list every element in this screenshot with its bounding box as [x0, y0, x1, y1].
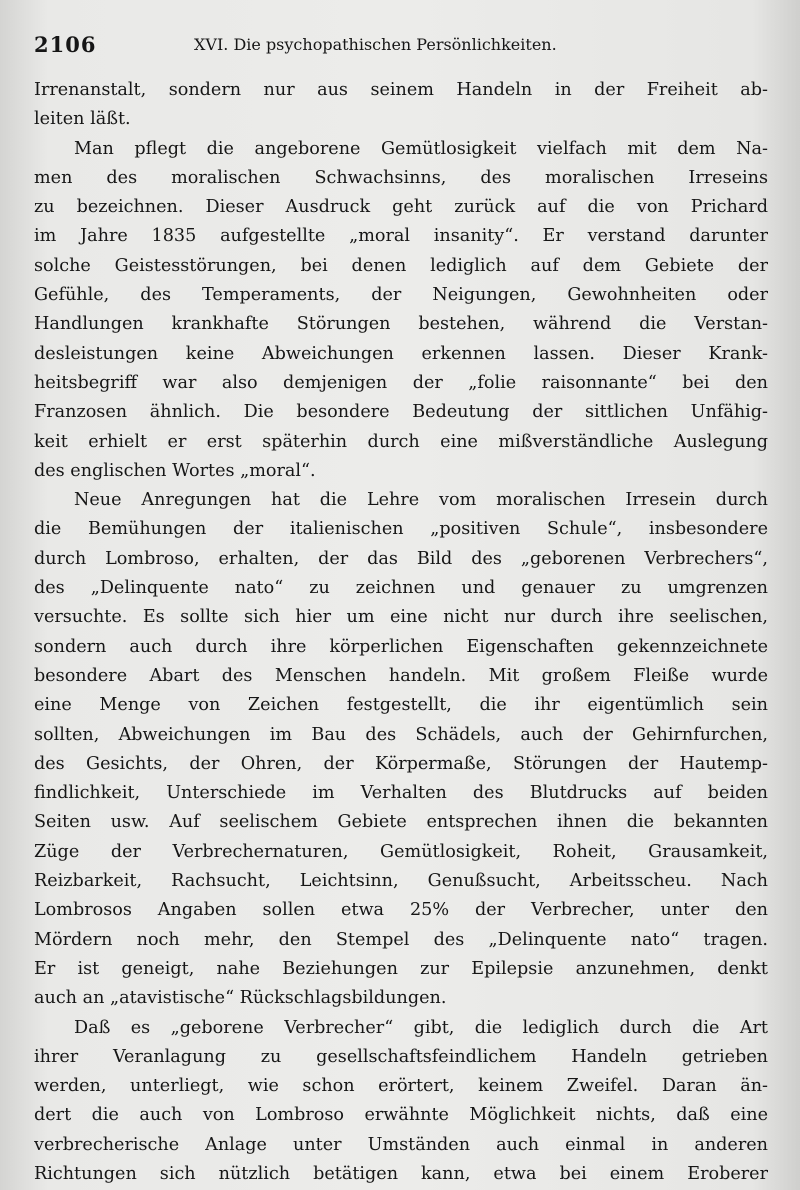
text-line: zu bezeichnen. Dieser Ausdruck geht zurück auf die von Prichard: [34, 197, 768, 218]
text-line: des „Delinquente nato“ zu zeichnen und genauer zu umgrenzen: [34, 578, 768, 599]
text-line: Züge der Verbrechernaturen, Gemütlosigkeit, Roheit, Grausamkeit,: [34, 841, 768, 862]
page-header: [34, 32, 766, 62]
text-line: findlichkeit, Unterschiede im Verhalten des Blutdrucks auf beiden: [34, 783, 768, 804]
text-line: Reizbarkeit, Rachsucht, Leichtsinn, Genußsucht, Arbeitsscheu. Nach: [34, 871, 768, 892]
text-line: men des moralischen Schwachsinns, des moralischen Irreseins: [34, 167, 768, 188]
text-line: des Gesichts, der Ohren, der Körpermaße, Störungen der Hautemp-: [34, 753, 768, 774]
text-line: heitsbegriff war also demjenigen der „folie raisonnante“ bei den: [34, 372, 768, 393]
paragraph: [34, 1014, 768, 1190]
paragraph: [34, 76, 768, 135]
text-line: Man pflegt die angeborene Gemütlosigkeit vielfach mit dem Na-: [74, 138, 768, 159]
text-line: werden, unterliegt, wie schon erörtert, keinem Zweifel. Daran än-: [34, 1076, 768, 1097]
text-line: des englischen Wortes „moral“.: [34, 460, 316, 481]
text-line: desleistungen keine Abweichungen erkennen lassen. Dieser Krank-: [34, 343, 768, 364]
text-line: sondern auch durch ihre körperlichen Eigenschaften gekennzeichnete: [34, 636, 768, 657]
text-line: dert die auch von Lombroso erwähnte Möglichkeit nichts, daß eine: [34, 1105, 768, 1126]
text-line: Lombrosos Angaben sollen etwa 25% der Verbrecher, unter den: [34, 900, 768, 921]
text-line: leiten läßt.: [34, 109, 131, 130]
text-line: Franzosen ähnlich. Die besondere Bedeutung der sittlichen Unfähig-: [34, 402, 768, 423]
text-line: im Jahre 1835 aufgestellte „moral insanity“. Er verstand darunter: [34, 226, 768, 247]
text-line: durch Lombroso, erhalten, der das Bild des „geborenen Verbrechers“,: [34, 548, 768, 569]
text-line: versuchte. Es sollte sich hier um eine nicht nur durch ihre seelischen,: [34, 607, 768, 628]
text-line: die Bemühungen der italienischen „positiven Schule“, insbesondere: [34, 519, 768, 540]
text-line: verbrecherische Anlage unter Umständen auch einmal in anderen: [34, 1134, 768, 1155]
text-line: sollten, Abweichungen im Bau des Schädels, auch der Gehirnfurchen,: [34, 724, 768, 745]
text-line: Mördern noch mehr, den Stempel des „Delinquente nato“ tragen.: [34, 929, 768, 950]
body-text: [34, 76, 768, 1189]
text-line: Gefühle, des Temperaments, der Neigungen, Gewohnheiten oder: [34, 285, 768, 306]
text-line: Er ist geneigt, nahe Beziehungen zur Epilepsie anzunehmen, denkt: [34, 958, 768, 979]
text-line: solche Geistesstörungen, bei denen lediglich auf dem Gebiete der: [34, 255, 768, 276]
text-line: keit erhielt er erst späterhin durch eine mißverständliche Auslegung: [34, 431, 768, 452]
text-line: Neue Anregungen hat die Lehre vom moralischen Irresein durch: [74, 490, 768, 511]
text-line: besondere Abart des Menschen handeln. Mit großem Fleiße wurde: [34, 665, 768, 686]
text-line: Handlungen krankhafte Störungen bestehen, während die Verstan-: [34, 314, 768, 335]
text-line: auch an „atavistische“ Rückschlagsbildungen.: [34, 988, 447, 1009]
text-line: Daß es „geborene Verbrecher“ gibt, die lediglich durch die Art: [74, 1017, 768, 1038]
text-line: Richtungen sich nützlich betätigen kann, etwa bei einem Eroberer: [34, 1163, 768, 1184]
paragraph: [34, 135, 768, 487]
running-title: XVI. Die psychopathischen Persönlichkeiten.: [194, 35, 557, 54]
text-line: Seiten usw. Auf seelischem Gebiete entsprechen ihnen die bekannten: [34, 812, 768, 833]
text-line: Irrenanstalt, sondern nur aus seinem Handeln in der Freiheit ab-: [34, 80, 768, 100]
text-line: eine Menge von Zeichen festgestellt, die ihr eigentümlich sein: [34, 695, 768, 716]
page-number: 2106: [34, 32, 97, 57]
text-line: ihrer Veranlagung zu gesellschaftsfeindlichem Handeln getrieben: [34, 1046, 768, 1067]
paragraph: [34, 486, 768, 1013]
